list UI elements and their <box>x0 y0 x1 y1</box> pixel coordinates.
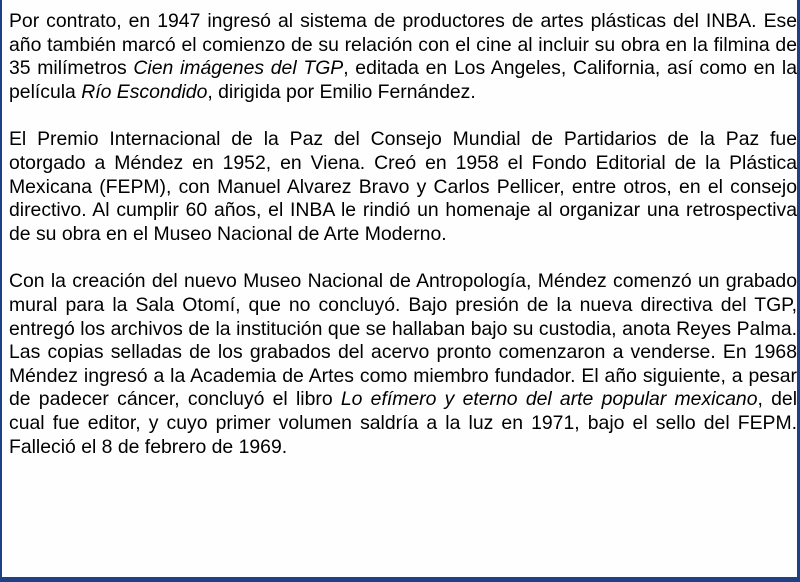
paragraph-2 <box>9 128 797 246</box>
paragraph-1-italic-film-title: Cien imágenes del TGP <box>133 57 344 80</box>
document-body <box>9 10 797 459</box>
paragraph-1-text-b: , editada en Los Angeles, California, así como en la película <box>9 57 798 103</box>
paragraph-2-text: El Premio Internacional de la Paz del Consejo Mundial de Partidarios de la Paz fue otorgado a Méndez en 1952, en Viena. Creó en 1958 el Fondo Editorial de la Plástica Mexicana (FEPM), con Manuel Alvarez Bravo y Carlos Pellicer, entre otros, en el consejo directivo. Al cumplir 60 años, el INBA le rindió un homenaje al organizar una retrospectiva de su obra en el Museo Nacional de Arte Moderno. <box>9 128 797 245</box>
paragraph-3-text-b: , del cual fue editor, y cuyo primer volumen saldría a la luz en 1971, bajo el sello del FEPM. Falleció el 8 de febrero de 1969. <box>9 388 798 458</box>
paragraph-3 <box>9 270 797 459</box>
paragraph-3-text-a: Con la creación del nuevo Museo Nacional de Antropología, Méndez comenzó un grabado mural para la Sala Otomí, que no concluyó. Bajo presión de la nueva directiva del TGP, entregó los archivos de la institución que se hallaban bajo su custodia, anota Reyes Palma. Las copias selladas de los grabados del acervo pronto comenzaron a venderse. En 1968 Méndez ingresó a la Academia de Artes como miembro fundador. El año siguiente, a pesar de padecer cáncer, concluyó el libro <box>9 270 797 411</box>
paragraph-3-italic-book-title: Lo efímero y eterno del arte popular mexicano <box>340 388 758 411</box>
paragraph-1-text-c: , dirigida por Emilio Fernández. <box>207 80 476 103</box>
paragraph-1-italic-movie-title: Río Escondido <box>81 80 208 103</box>
paragraph-1 <box>9 10 797 104</box>
paragraph-1-text-a: Por contrato, en 1947 ingresó al sistema de productores de artes plásticas del INBA. Ese año también marcó el comienzo de su relación con el cine al incluir su obra en la filmina de 35 milímetros <box>9 10 797 80</box>
